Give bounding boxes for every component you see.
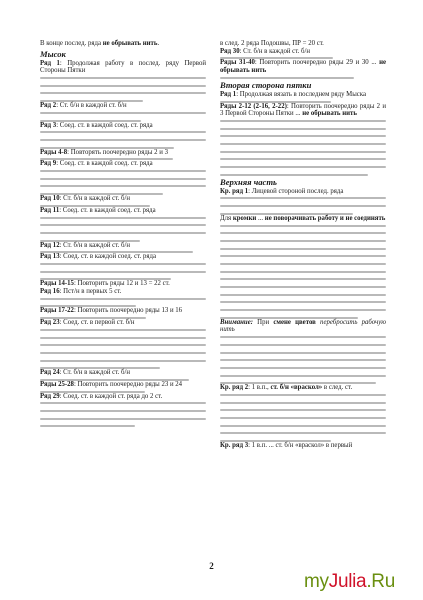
text-line-placeholder — [220, 166, 386, 168]
text-run: Ряд 1 — [220, 90, 237, 98]
text-run: Ряд 24 — [40, 369, 60, 377]
left-column — [40, 40, 206, 427]
text-line-placeholder — [220, 309, 386, 311]
text-line-placeholder — [220, 77, 354, 79]
text-run: Кр. ряд 2 — [220, 384, 249, 392]
text-line-placeholder — [220, 394, 386, 396]
illegible-text-lines — [40, 217, 206, 242]
logo-part-julia: Julia — [328, 571, 367, 592]
paragraph — [220, 59, 386, 78]
illegible-text-lines — [220, 77, 386, 79]
text-run: Верхняя часть — [220, 176, 277, 187]
paragraph — [40, 288, 206, 307]
text-run: : Соед. ст. в каждой соед. ст. ряда — [59, 253, 157, 261]
paragraph — [40, 122, 206, 149]
paragraph — [220, 48, 386, 60]
text-line-placeholder — [220, 375, 386, 377]
text-run: в след. ст. — [322, 384, 353, 392]
text-run: смене цветов — [273, 318, 316, 326]
text-run: не обрывать нить — [302, 110, 357, 118]
text-line-placeholder — [40, 402, 206, 404]
section-heading — [220, 80, 386, 90]
section-heading — [40, 49, 206, 59]
text-line-placeholder — [40, 232, 206, 234]
text-line-placeholder — [40, 178, 206, 180]
text-line-placeholder — [220, 263, 386, 265]
text-line-placeholder — [220, 402, 386, 404]
text-line-placeholder — [40, 185, 206, 187]
text-line-placeholder — [40, 77, 206, 79]
text-run: не обрывать нить — [220, 59, 386, 75]
text-run: Ряды 2-12 (2-16, 2-22) — [220, 102, 287, 110]
text-line-placeholder — [220, 197, 386, 199]
paragraph — [40, 207, 206, 242]
text-run: Ряд 13 — [40, 253, 60, 261]
text-run: При — [252, 318, 274, 326]
text-line-placeholder — [220, 432, 386, 434]
illegible-text-lines — [40, 402, 206, 427]
illegible-text-lines — [40, 170, 206, 195]
text-run: в след. 2 ряда Подошвы, ПР = 20 ст. — [220, 40, 324, 47]
illegible-text-lines — [40, 329, 206, 369]
text-line-placeholder — [220, 128, 386, 130]
text-line-placeholder — [220, 286, 386, 288]
text-line-placeholder — [220, 294, 386, 296]
text-line-placeholder — [40, 217, 206, 219]
paragraph — [40, 102, 206, 121]
illegible-text-lines — [40, 77, 206, 102]
illegible-text-lines — [220, 336, 386, 384]
text-run: Внимание: — [220, 318, 253, 326]
text-run: Кр. ряд 3 — [220, 442, 249, 450]
text-run: Ряд 3 — [40, 121, 57, 129]
text-run: : Соед. ст. в каждой соед. ст. ряда — [59, 206, 156, 214]
text-line-placeholder — [40, 352, 206, 354]
text-run: : Повторить поочередно ряды 23 и 24 — [73, 381, 183, 388]
text-run: Ряд 9 — [40, 160, 57, 168]
text-line-placeholder — [220, 359, 386, 361]
text-line-placeholder — [220, 255, 386, 257]
text-run: . — [157, 40, 160, 47]
text-run: : 1 в.п. ... ст. б/н «враскол» в первый — [248, 442, 353, 450]
text-line-placeholder — [40, 425, 135, 427]
text-line-placeholder — [40, 112, 206, 114]
text-run: : Повторить поочередно ряды 2 и 3 Первой Стороны Пятки ... — [220, 102, 386, 118]
text-line-placeholder — [220, 205, 386, 207]
paragraph — [40, 60, 206, 102]
text-run: : Пст/н в первых 5 ст. — [59, 288, 122, 296]
text-run: : Продолжая вязать в последнем ряду Мыска — [236, 90, 367, 98]
text-run: ... — [256, 214, 265, 222]
paragraph — [220, 442, 386, 450]
text-run: Ряд 1 — [40, 59, 60, 67]
illegible-text-lines — [40, 112, 206, 122]
illegible-text-lines — [220, 197, 386, 214]
illegible-text-lines — [220, 394, 386, 442]
text-run: Ряд 16 — [40, 288, 60, 296]
illegible-text-lines — [40, 131, 206, 148]
text-line-placeholder — [220, 158, 386, 160]
text-line-placeholder — [40, 131, 206, 133]
text-line-placeholder — [40, 92, 206, 94]
text-line-placeholder — [40, 271, 206, 273]
text-line-placeholder — [220, 151, 386, 153]
text-line-placeholder — [40, 337, 206, 339]
paragraph — [220, 91, 386, 103]
text-line-placeholder — [40, 298, 206, 300]
text-line-placeholder — [220, 336, 386, 338]
text-line-placeholder — [220, 135, 386, 137]
text-run: : 1 в.п., — [248, 384, 271, 392]
text-run: Ряд 12 — [40, 241, 60, 249]
logo-part-my: my — [304, 571, 329, 592]
text-line-placeholder — [40, 170, 206, 172]
text-run: Ряды 17-22 — [40, 307, 74, 315]
text-run: : Соед. ст. в каждой соед. ст. ряда — [56, 160, 153, 168]
paragraph — [40, 369, 206, 381]
text-line-placeholder — [40, 410, 206, 412]
paragraph — [40, 307, 206, 319]
paragraph — [40, 160, 206, 195]
paragraph — [40, 280, 206, 288]
text-line-placeholder — [40, 360, 206, 362]
text-line-placeholder — [40, 85, 206, 87]
paragraph — [40, 40, 206, 48]
paragraph — [40, 319, 206, 369]
text-line-placeholder — [40, 329, 206, 331]
text-run: Ряды 4-8 — [40, 148, 68, 156]
text-line-placeholder — [220, 174, 368, 176]
text-line-placeholder — [220, 344, 386, 346]
paragraph — [40, 149, 206, 161]
illegible-text-lines — [220, 225, 386, 319]
text-run: В конце послед. ряда — [40, 40, 103, 47]
text-run: не поворачивать работу и не соединять — [264, 214, 386, 222]
text-run: : Повторять поочередно ряды 2 и 3 — [67, 148, 168, 156]
paragraph — [40, 253, 206, 280]
text-line-placeholder — [220, 301, 386, 303]
text-line-placeholder — [220, 248, 386, 250]
text-line-placeholder — [220, 240, 386, 242]
text-run: : Продолжая работу в послед. ряду Первой Стороны Пятки — [40, 59, 206, 75]
text-line-placeholder — [220, 425, 386, 427]
illegible-text-lines — [220, 120, 386, 176]
text-run: кромки — [232, 214, 257, 222]
page-number: 2 — [209, 561, 214, 571]
text-run: : Ст. б/н в каждой ст. б/н — [59, 195, 131, 203]
text-run: : Ст. б/н в каждой ст. б/н — [59, 241, 131, 249]
paragraph — [40, 381, 206, 393]
text-run: : Ст. б/н в каждой ст. б/н — [59, 369, 131, 377]
text-run: Для — [220, 214, 233, 222]
text-run: : Ст. б/н в каждой ст. б/н — [239, 47, 311, 55]
site-logo[interactable] — [304, 571, 395, 593]
text-run: перебросить рабочую нить — [220, 318, 387, 334]
text-run: : Соед. ст. в первой ст. б/н — [59, 319, 135, 327]
text-run: : Лицевой стороной послед. ряда — [248, 187, 344, 195]
paragraph — [220, 103, 386, 176]
paragraph — [220, 188, 386, 215]
text-run: Кр. ряд 1 — [220, 187, 249, 195]
text-line-placeholder — [220, 352, 386, 354]
paragraph — [220, 40, 386, 48]
text-line-placeholder — [220, 278, 386, 280]
text-line-placeholder — [220, 271, 386, 273]
text-run: Ряды 31-40 — [220, 59, 255, 67]
illegible-text-lines — [40, 298, 206, 308]
paragraph — [40, 242, 206, 254]
text-run: Ряд 10 — [40, 195, 60, 203]
text-run: ст. б/н «враскол» — [270, 384, 323, 392]
paragraph — [40, 195, 206, 207]
logo-part-ru: .Ru — [366, 571, 395, 592]
text-run: Ряд 30 — [220, 47, 240, 55]
text-line-placeholder — [220, 225, 386, 227]
text-line-placeholder — [220, 409, 386, 411]
paragraph — [40, 393, 206, 428]
text-run: Мысок — [40, 48, 66, 59]
text-line-placeholder — [40, 344, 206, 346]
text-line-placeholder — [220, 232, 386, 234]
illegible-text-lines — [40, 263, 206, 280]
text-line-placeholder — [40, 139, 206, 141]
text-run: Вторая сторона пятки — [220, 79, 312, 90]
text-run: не обрывать нить — [102, 40, 158, 47]
text-line-placeholder — [220, 120, 386, 122]
text-line-placeholder — [40, 418, 206, 420]
section-heading — [220, 177, 386, 187]
text-run: Ряд 23 — [40, 319, 60, 327]
text-run: Ряды 14-15 — [40, 280, 74, 288]
text-line-placeholder — [220, 417, 386, 419]
text-run: Ряд 2 — [40, 102, 57, 110]
text-line-placeholder — [40, 224, 206, 226]
text-line-placeholder — [220, 143, 386, 145]
text-run: : Повторить ряды 12 и 13 = 22 ст. — [73, 280, 170, 288]
paragraph — [220, 319, 386, 385]
right-column — [220, 40, 386, 450]
text-run: Ряд 11 — [40, 206, 60, 214]
text-line-placeholder — [40, 263, 206, 265]
text-line-placeholder — [220, 367, 386, 369]
text-run: : Ст. б/н в каждой ст. б/н — [56, 102, 127, 110]
text-run: : Повторить поочередно ряды 29 и 30 ... — [254, 59, 380, 67]
paragraph — [220, 384, 386, 442]
text-run: : Соед. ст. в каждой ст. ряда до 2 ст. — [59, 392, 163, 400]
text-run: : Соед. ст. в каждой соед. ст. ряда — [56, 121, 153, 129]
text-run: : Повторить поочередно ряды 13 и 16 — [73, 307, 183, 315]
text-run: Ряд 29 — [40, 392, 60, 400]
paragraph — [220, 215, 386, 319]
text-run: Ряды 25-28 — [40, 381, 74, 388]
